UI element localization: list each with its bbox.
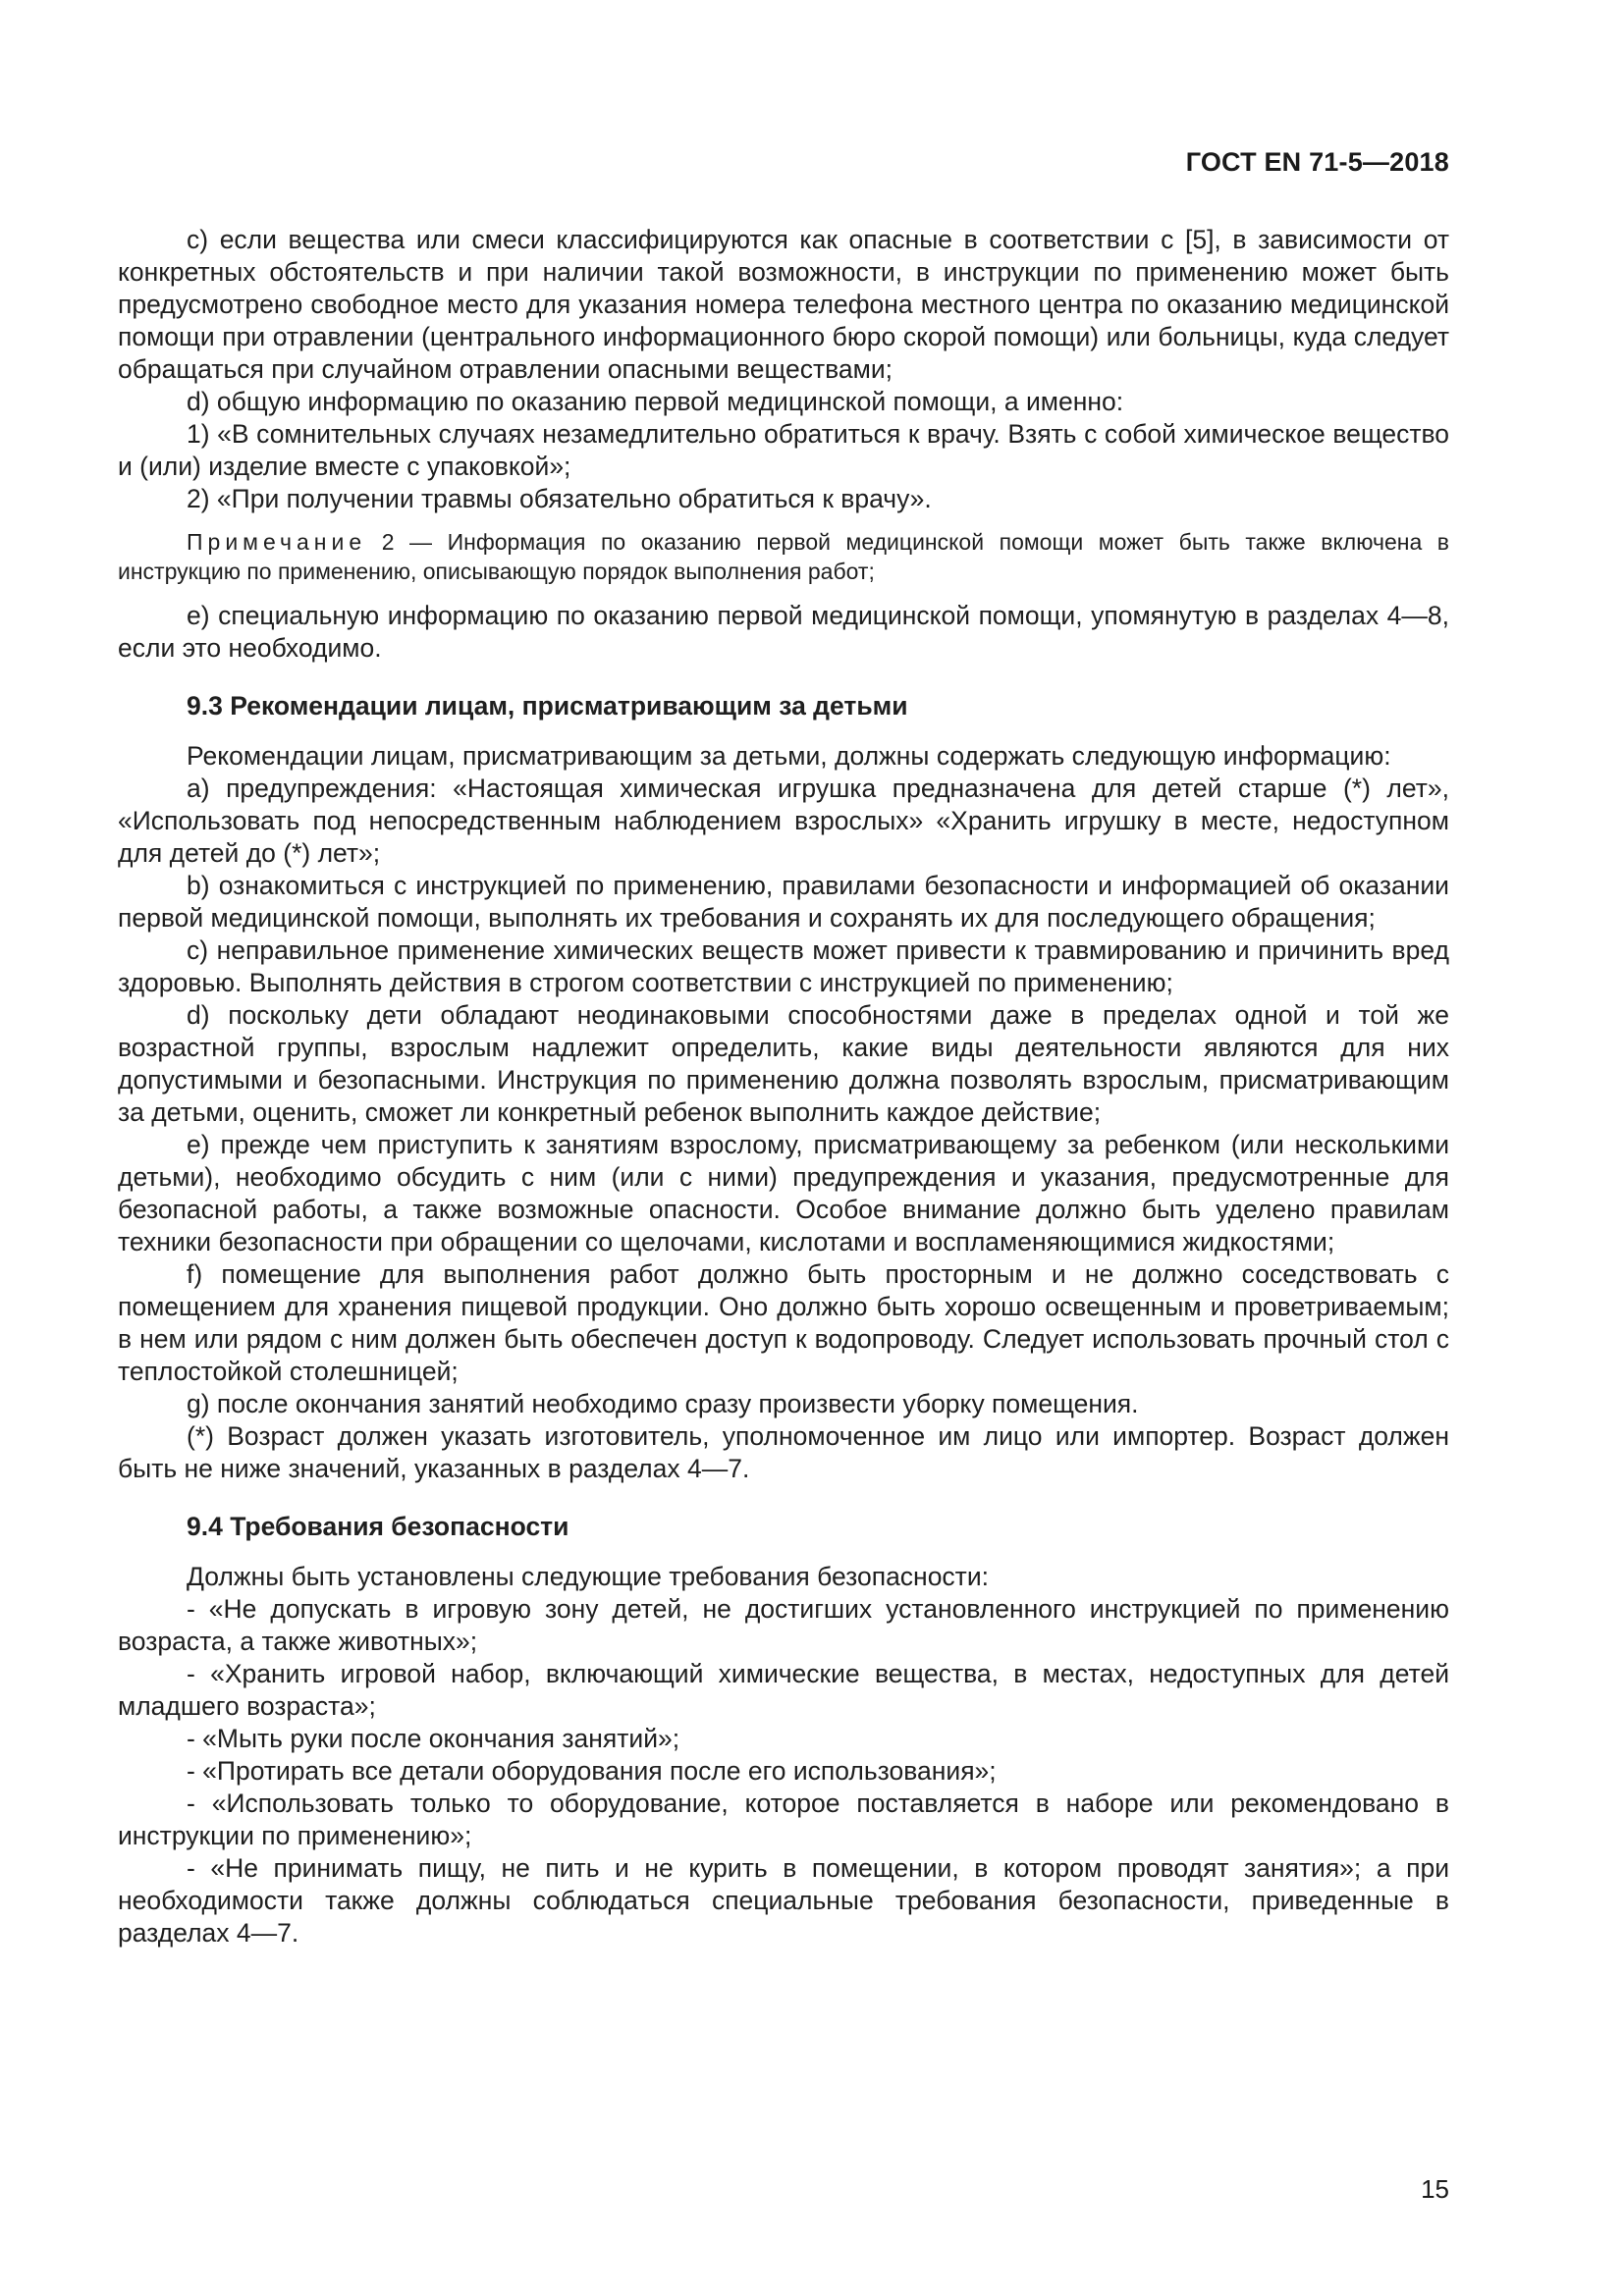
section-9-4-intro: Должны быть установлены следующие требования безопасности: [187, 1562, 989, 1591]
note-label: Примечание [187, 529, 367, 555]
paragraph-c-poison-center: c) если вещества или смеси классифицируются как опасные в соответствии с [5], в зависимости от конкретных обстоятельств и при наличии такой возможности, в инструкции по применению может быть предусмотрено свободное место для указания номера телефона местного центра по оказанию медицинской помощи при отравлении (центрального информационного бюро скорой помощи) или больницы, куда следует обращаться при случайном отравлении опасными веществами; [118, 225, 1449, 384]
paragraph-d-item-2: 2) «При получении травмы обязательно обратиться к врачу». [187, 484, 932, 513]
section-9-3-item-g: g) после окончания занятий необходимо сразу произвести уборку помещения. [187, 1389, 1139, 1418]
paragraph-d-first-aid: d) общую информацию по оказанию первой медицинской помощи, а именно: [187, 387, 1124, 416]
section-9-4-item-5: - «Использовать только то оборудование, которое поставляется в наборе или рекомендовано в инструкции по применению»; [118, 1789, 1449, 1850]
paragraph-d-item-1: 1) «В сомнительных случаях незамедлительно обратиться к врачу. Взять с собой химическое вещество и (или) изделие вместе с упаковкой»; [118, 419, 1449, 481]
page-number: 15 [1421, 2174, 1449, 2204]
document-header: ГОСТ EN 71-5—2018 [1185, 147, 1449, 177]
section-9-3-item-e: e) прежде чем приступить к занятиям взрослому, присматривающему за ребенком (или несколькими детьми), необходимо обсудить с ним (или с ними) предупреждения и указания, предусмотренные для безопасной работы, а также возможные опасности. Особое внимание должно быть уделено правилам техники безопасности при обращении со щелочами, кислотами и воспламеняющимися жидкостями; [118, 1130, 1449, 1256]
section-9-3-item-f: f) помещение для выполнения работ должно быть просторным и не должно соседствовать с помещением для хранения пищевой продукции. Оно должно быть хорошо освещенным и проветриваемым; в нем или рядом с ним должен быть обеспечен доступ к водопроводу. Следует использовать прочный стол с теплостойкой столешницей; [118, 1259, 1449, 1386]
paragraph-e-special-first-aid: e) специальную информацию по оказанию первой медицинской помощи, упомянутую в разделах 4—8, если это необходимо. [118, 601, 1449, 663]
section-9-3-intro: Рекомендации лицам, присматривающим за детьми, должны содержать следующую информацию: [187, 741, 1391, 771]
note-2 [118, 527, 1449, 586]
section-9-3-item-a: a) предупреждения: «Настоящая химическая игрушка предназначена для детей старше (*) лет», «Использовать под непосредственным наблюдением взрослых» «Хранить игрушку в месте, недоступном для детей до (*) лет»; [118, 774, 1449, 868]
section-9-4-title: 9.4 Требования безопасности [187, 1512, 569, 1541]
section-9-4-item-1: - «Не допускать в игровую зону детей, не достигших установленного инструкцией по применению возраста, а также животных»; [118, 1594, 1449, 1656]
section-9-3-title: 9.3 Рекомендации лицам, присматривающим за детьми [187, 691, 908, 721]
section-9-4-item-4: - «Протирать все детали оборудования после его использования»; [187, 1756, 997, 1786]
section-9-3-item-d: d) поскольку дети обладают неодинаковыми способностями даже в пределах одной и той же возрастной группы, взрослым надлежит определить, какие виды деятельности являются для них допустимыми и безопасными. Инструкция по применению должна позволять взрослым, присматривающим за детьми, оценить, сможет ли конкретный ребенок выполнить каждое действие; [118, 1000, 1449, 1127]
document-body [118, 224, 1449, 1949]
section-9-3-item-c: c) неправильное применение химических веществ может привести к травмированию и причинить вред здоровью. Выполнять действия в строгом соответствии с инструкцией по применению; [118, 935, 1449, 997]
section-9-3-age-footnote: (*) Возраст должен указать изготовитель, уполномоченное им лицо или импортер. Возраст должен быть не ниже значений, указанных в разделах 4—7. [118, 1421, 1449, 1483]
section-9-3-item-b: b) ознакомиться с инструкцией по применению, правилами безопасности и информацией об оказании первой медицинской помощи, выполнять их требования и сохранять их для последующего обращения; [118, 871, 1449, 933]
section-9-4-item-3: - «Мыть руки после окончания занятий»; [187, 1724, 680, 1753]
section-9-4-item-2: - «Хранить игровой набор, включающий химические вещества, в местах, недоступных для детей младшего возраста»; [118, 1659, 1449, 1721]
note-text: 2 — Информация по оказанию первой медицинской помощи может быть также включена в инструкцию по применению, описывающую порядок выполнения работ; [118, 529, 1450, 584]
section-9-4-item-6: - «Не принимать пищу, не пить и не курить в помещении, в котором проводят занятия»; а при необходимости также должны соблюдаться специальные требования безопасности, приведенные в разделах 4—7. [118, 1853, 1449, 1948]
